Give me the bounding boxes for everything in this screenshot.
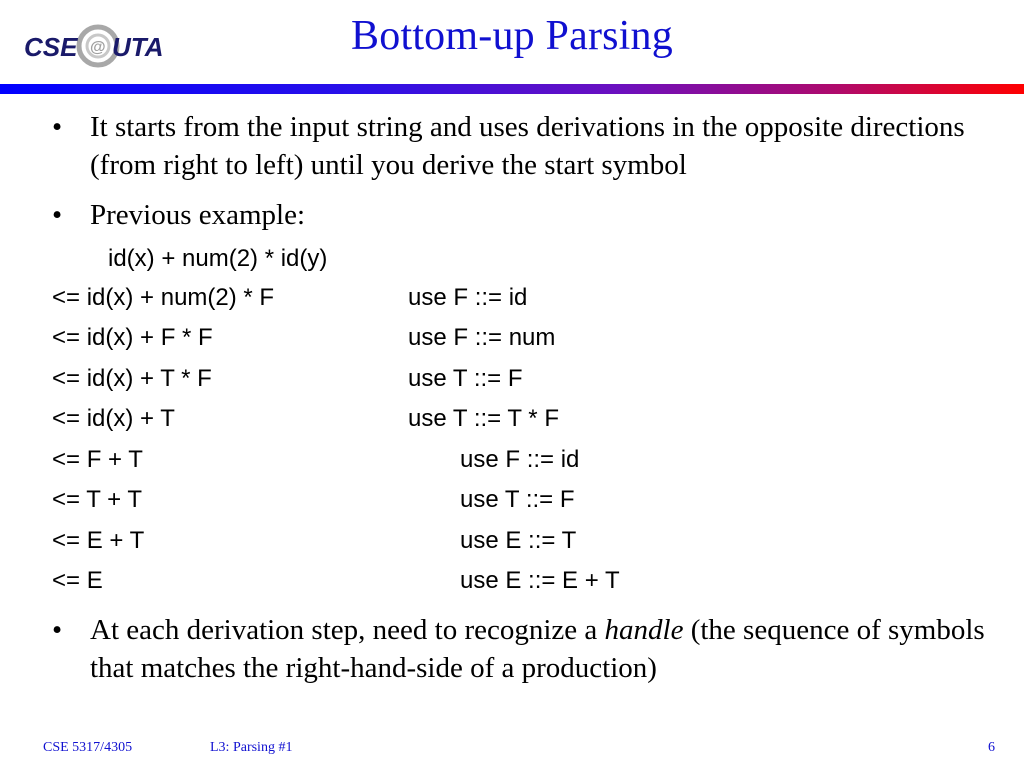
derivation-step-rule: use E ::= T <box>460 527 577 554</box>
derivation-step-rule: use T ::= T * F <box>408 405 559 432</box>
derivation-step-rule: use T ::= F <box>460 486 575 513</box>
bullet-3 <box>52 611 1002 687</box>
derivation-step-expr: <= T + T <box>52 486 143 513</box>
derivation-step-rule: use F ::= id <box>460 446 580 473</box>
logo-text-right: UTA <box>112 32 164 62</box>
derivation-step-expr: <= id(x) + T <box>52 405 175 432</box>
derivation-step-expr: <= E + T <box>52 527 145 554</box>
bullet-marker: • <box>52 614 63 646</box>
footer-lecture: L3: Parsing #1 <box>210 740 293 755</box>
bullet-1 <box>52 108 1002 184</box>
footer-course: CSE 5317/4305 <box>43 740 133 755</box>
logo-text-middle: @ <box>90 39 106 56</box>
derivation-step-expr: <= id(x) + T * F <box>52 365 212 392</box>
footer-page-number: 6 <box>988 740 995 755</box>
handle-term: handle <box>604 614 684 646</box>
bullet-3-text-post: (the sequence of symbols that matches the right-hand-side of a production) <box>90 614 985 684</box>
bullet-marker: • <box>52 199 63 231</box>
derivation-step-rule: use T ::= F <box>408 365 523 392</box>
title-divider <box>0 84 1024 94</box>
derivation-step-rule: use E ::= E + T <box>460 567 620 594</box>
derivation-step-expr: <= E <box>52 567 103 594</box>
logo-text-left: CSE <box>24 32 78 62</box>
bullet-3-text <box>90 611 1002 687</box>
derivation-step-expr: <= id(x) + num(2) * F <box>52 284 275 311</box>
derivation-step-rule: use F ::= id <box>408 284 528 311</box>
derivation-step-expr: <= F + T <box>52 446 143 473</box>
slide-title: Bottom-up Parsing <box>351 13 673 59</box>
bullet-1-text: It starts from the input string and uses derivations in the opposite directions (from right to left) until you derive the start symbol <box>90 111 965 181</box>
derivation-step-expr: <= id(x) + F * F <box>52 324 213 351</box>
bullet-2 <box>52 196 1002 234</box>
bullet-marker: • <box>52 111 63 143</box>
bullet-3-text-pre: At each derivation step, need to recognize a <box>90 614 605 646</box>
bullet-2-text: Previous example: <box>90 199 306 231</box>
derivation-start: id(x) + num(2) * id(y) <box>108 245 328 272</box>
derivation-step-rule: use F ::= num <box>408 324 556 351</box>
